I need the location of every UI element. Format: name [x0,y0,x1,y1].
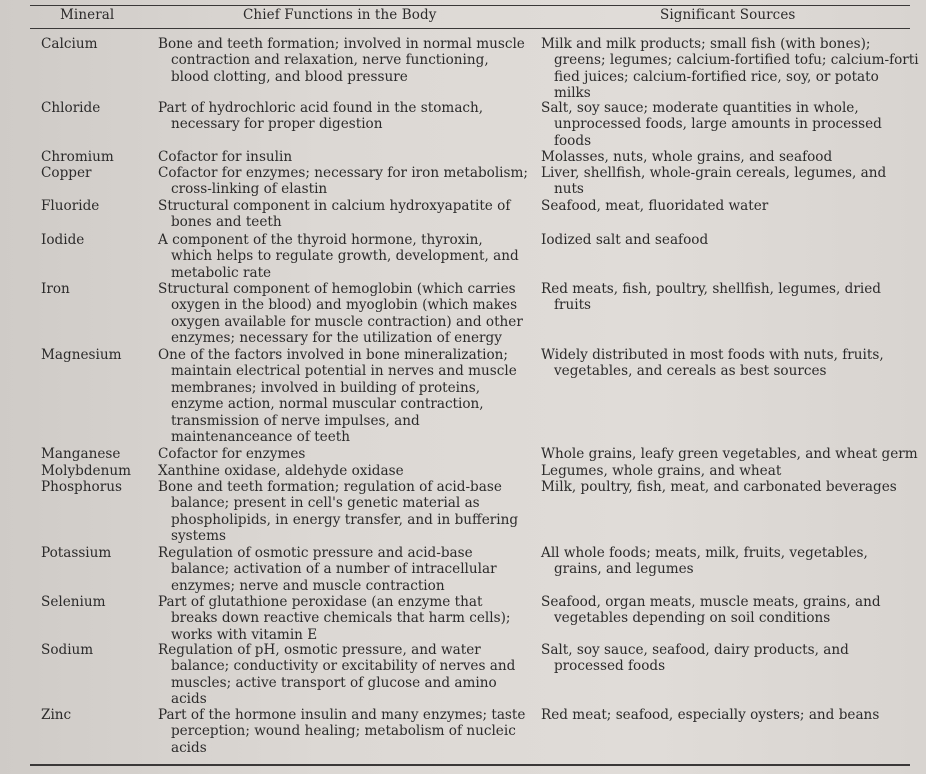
mineral-name: Iodide [41,232,85,248]
mineral-name: Magnesium [41,347,122,363]
mineral-name: Selenium [41,594,106,610]
mineral-functions: A component of the thyroid hormone, thyroxin, which helps to regulate growth, development, and metabolic rate [158,232,519,281]
mineral-sources: Red meats, fish, poultry, shellfish, legumes, dried fruits [541,281,881,314]
mineral-sources: Seafood, organ meats, muscle meats, grains, and vegetables depending on soil conditions [541,594,881,627]
mineral-functions: Regulation of osmotic pressure and acid-base balance; activation of a number of intracellular enzymes; nerve and muscle contraction [158,545,497,594]
mineral-sources: Iodized salt and seafood [541,232,709,248]
mineral-sources: Red meat; seafood, especially oysters; and beans [541,707,880,723]
mineral-functions: Bone and teeth formation; regulation of acid-base balance; present in cell's genetic material as phospholipids, in energy transfer, and in buffering systems [158,479,519,545]
mineral-name: Calcium [41,36,98,52]
mineral-sources: Seafood, meat, fluoridated water [541,198,769,214]
mineral-sources: Liver, shellfish, whole-grain cereals, legumes, and nuts [541,165,887,198]
mineral-name: Manganese [41,446,121,462]
mineral-name: Molybdenum [41,463,131,479]
mineral-sources: Salt, soy sauce, seafood, dairy products, and processed foods [541,642,849,675]
mineral-sources: Milk and milk products; small fish (with bones); greens; legumes; calcium-fortified tofu; calcium-forti fied juices; calcium-fortified rice, soy, or potato milks [541,36,919,102]
mineral-name: Copper [41,165,92,181]
mineral-sources: All whole foods; meats, milk, fruits, vegetables, grains, and legumes [541,545,868,578]
mineral-sources: Molasses, nuts, whole grains, and seafood [541,149,833,165]
mineral-name: Phosphorus [41,479,122,495]
header-functions: Chief Functions in the Body [243,7,437,23]
mineral-functions: Structural component of hemoglobin (which carries oxygen in the blood) and myoglobin (which makes oxygen available for muscle contraction) and other enzymes; necessary for the utilization of energy [158,281,523,347]
mineral-name: Fluoride [41,198,100,214]
mineral-functions: Cofactor for enzymes [158,446,306,462]
mineral-functions: Cofactor for insulin [158,149,293,165]
mineral-functions: Part of the hormone insulin and many enzymes; taste perception; wound healing; metabolism of nucleic acids [158,707,526,756]
mineral-sources: Legumes, whole grains, and wheat [541,463,782,479]
top-rule [30,5,910,6]
header-rule [30,28,910,29]
mineral-functions: Structural component in calcium hydroxyapatite of bones and teeth [158,198,511,231]
mineral-name: Sodium [41,642,94,658]
mineral-sources: Milk, poultry, fish, meat, and carbonated beverages [541,479,897,495]
mineral-name: Chromium [41,149,114,165]
mineral-functions: Part of glutathione peroxidase (an enzyme that breaks down reactive chemicals that harm cells); works with vitamin E [158,594,511,643]
header-mineral: Mineral [60,7,115,23]
mineral-name: Potassium [41,545,112,561]
mineral-functions: Xanthine oxidase, aldehyde oxidase [158,463,404,479]
mineral-name: Iron [41,281,70,297]
header-sources: Significant Sources [660,7,796,23]
mineral-functions: Part of hydrochloric acid found in the stomach, necessary for proper digestion [158,100,484,133]
mineral-name: Chloride [41,100,101,116]
bottom-rule [30,764,910,766]
mineral-name: Zinc [41,707,72,723]
mineral-sources: Salt, soy sauce; moderate quantities in whole, unprocessed foods, large amounts in processed foods [541,100,882,149]
mineral-functions: Regulation of pH, osmotic pressure, and water balance; conductivity or excitability of nerves and muscles; active transport of glucose and amino acids [158,642,516,708]
mineral-sources: Widely distributed in most foods with nuts, fruits, vegetables, and cereals as best sources [541,347,884,380]
mineral-functions: Bone and teeth formation; involved in normal muscle contraction and relaxation, nerve functioning, blood clotting, and blood pressure [158,36,525,85]
mineral-functions: One of the factors involved in bone mineralization; maintain electrical potential in nerves and muscle membranes; involved in building of proteins, enzyme action, normal muscular contraction, transmission of nerve impulses, and maintenanceance of teeth [158,347,517,446]
mineral-sources: Whole grains, leafy green vegetables, and wheat germ [541,446,918,462]
mineral-functions: Cofactor for enzymes; necessary for iron metabolism; cross-linking of elastin [158,165,528,198]
